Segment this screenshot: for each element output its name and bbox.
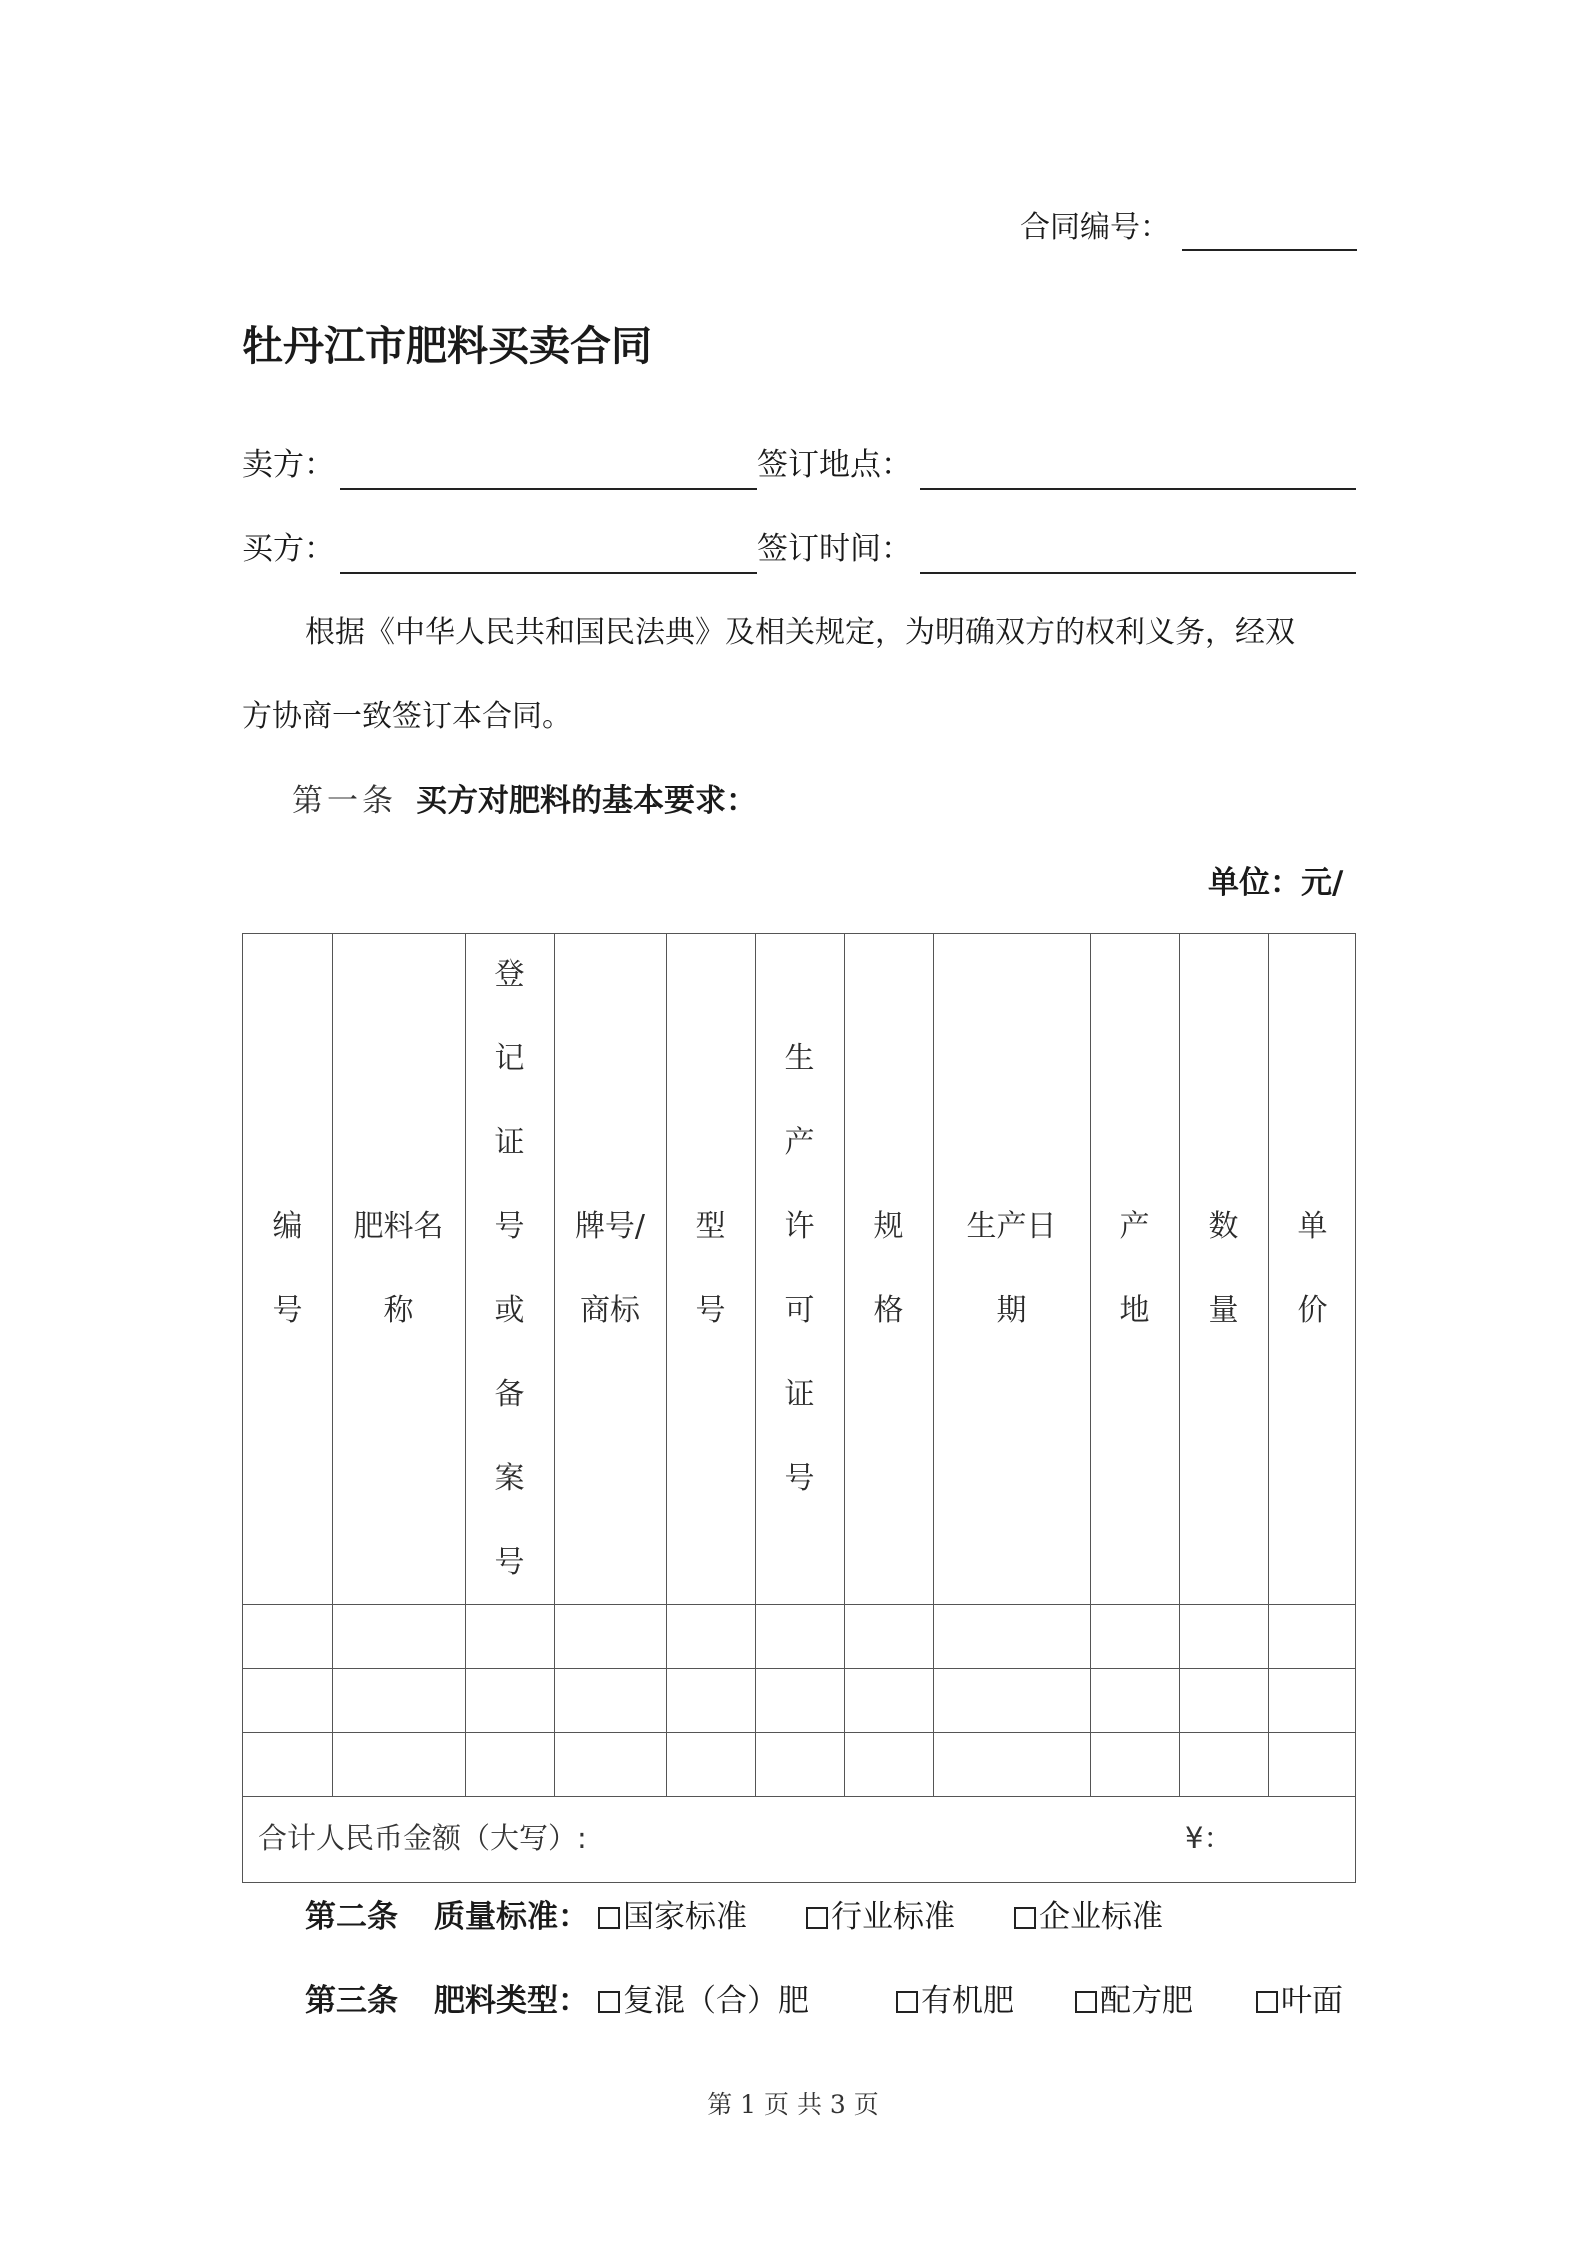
checkbox-icon[interactable] [896, 1991, 918, 2013]
header-char: 号 [784, 1461, 815, 1496]
header-specification [844, 934, 933, 1604]
table-row[interactable] [243, 1604, 1355, 1668]
type-option-organic[interactable] [896, 1983, 1014, 2019]
header-char: 牌号/ [574, 1209, 646, 1244]
buyer-label: 买方： [242, 531, 335, 567]
sign-place-label: 签订地点： [757, 447, 912, 483]
header-char: 规 [873, 1209, 904, 1244]
header-char: 单 [1297, 1209, 1328, 1244]
header-quantity [1179, 934, 1268, 1604]
option-label: 企业标准 [1039, 1899, 1163, 1935]
header-production-license [755, 934, 844, 1604]
header-char: 产 [1119, 1209, 1150, 1244]
quality-option-enterprise[interactable] [1014, 1899, 1163, 1935]
sign-place-field[interactable] [920, 488, 1356, 490]
header-char: 量 [1208, 1293, 1239, 1328]
article-3-label: 肥料类型： [434, 1983, 589, 2019]
article-3-number: 第三条 [305, 1983, 398, 2019]
header-char: 备 [494, 1377, 525, 1412]
seller-field[interactable] [340, 488, 757, 490]
buyer-field[interactable] [340, 572, 757, 574]
header-production-date [933, 934, 1090, 1604]
header-unit-price [1268, 934, 1357, 1604]
header-char: 号 [494, 1209, 525, 1244]
header-char: 证 [784, 1377, 815, 1412]
page-footer: 第 1 页 共 3 页 [707, 2090, 879, 2119]
table-row[interactable] [243, 1668, 1355, 1732]
sign-time-label: 签订时间： [757, 531, 912, 567]
header-char: 格 [873, 1293, 904, 1328]
checkbox-icon[interactable] [1075, 1991, 1097, 2013]
header-char: 证 [494, 1125, 525, 1160]
article-2-label: 质量标准： [434, 1899, 589, 1935]
header-char: 型 [695, 1209, 726, 1244]
checkbox-icon[interactable] [598, 1907, 620, 1929]
contract-number-field[interactable] [1182, 249, 1357, 251]
checkbox-icon[interactable] [598, 1991, 620, 2013]
header-registration-number [465, 934, 554, 1604]
checkbox-icon[interactable] [806, 1907, 828, 1929]
table-row[interactable] [243, 1732, 1355, 1796]
article-1-text: 买方对肥料的基本要求： [416, 783, 757, 819]
header-char: 生产日 [966, 1209, 1057, 1244]
unit-label: 单位：元/ [1208, 865, 1344, 901]
header-char: 编 [272, 1209, 303, 1244]
header-char: 生 [784, 1041, 815, 1076]
quality-option-national[interactable] [598, 1899, 747, 1935]
header-char: 产 [784, 1125, 815, 1160]
article-2-number: 第二条 [305, 1899, 398, 1935]
header-char: 可 [784, 1293, 815, 1328]
header-origin [1090, 934, 1179, 1604]
table-row-divider [243, 1796, 1355, 1797]
checkbox-icon[interactable] [1256, 1991, 1278, 2013]
header-brand-trademark [554, 934, 666, 1604]
header-char: 数 [1208, 1209, 1239, 1244]
header-char: 号 [695, 1293, 726, 1328]
option-label: 复混（合）肥 [623, 1983, 809, 2019]
header-char: 或 [494, 1293, 525, 1328]
contract-number-label: 合同编号： [1020, 210, 1170, 245]
checkbox-icon[interactable] [1014, 1907, 1036, 1929]
preamble-line-2: 方协商一致签订本合同。 [242, 699, 572, 734]
type-option-compound[interactable] [598, 1983, 809, 2019]
option-label: 行业标准 [831, 1899, 955, 1935]
option-label: 配方肥 [1100, 1983, 1193, 2019]
header-char: 记 [494, 1041, 525, 1076]
header-char: 期 [996, 1293, 1027, 1328]
header-char: 价 [1297, 1293, 1328, 1328]
header-char: 商标 [579, 1293, 640, 1328]
seller-label: 卖方： [242, 447, 335, 483]
header-char: 号 [494, 1545, 525, 1580]
header-char: 案 [494, 1461, 525, 1496]
header-char: 地 [1119, 1293, 1150, 1328]
page-title: 牡丹江市肥料买卖合同 [242, 322, 652, 370]
article-1-number: 第一条 [292, 783, 397, 819]
option-label: 叶面 [1281, 1983, 1343, 2019]
header-serial-number [243, 934, 332, 1604]
header-model [666, 934, 755, 1604]
preamble-line-1: 根据《中华人民共和国民法典》及相关规定，为明确双方的权利义务，经双 [305, 615, 1295, 650]
header-char: 号 [272, 1293, 303, 1328]
total-currency-label: ¥： [1185, 1821, 1233, 1855]
header-char: 许 [784, 1209, 815, 1244]
sign-time-field[interactable] [920, 572, 1356, 574]
option-label: 有机肥 [921, 1983, 1014, 2019]
header-char: 称 [383, 1293, 414, 1328]
header-char: 肥料名 [353, 1209, 444, 1244]
type-option-foliar[interactable] [1256, 1983, 1343, 2019]
header-fertilizer-name [332, 934, 465, 1604]
header-char: 登 [494, 957, 525, 992]
fertilizer-table [242, 933, 1356, 1883]
option-label: 国家标准 [623, 1899, 747, 1935]
type-option-formula[interactable] [1075, 1983, 1193, 2019]
quality-option-industry[interactable] [806, 1899, 955, 1935]
total-amount-label: 合计人民币金额（大写）: [258, 1821, 587, 1855]
